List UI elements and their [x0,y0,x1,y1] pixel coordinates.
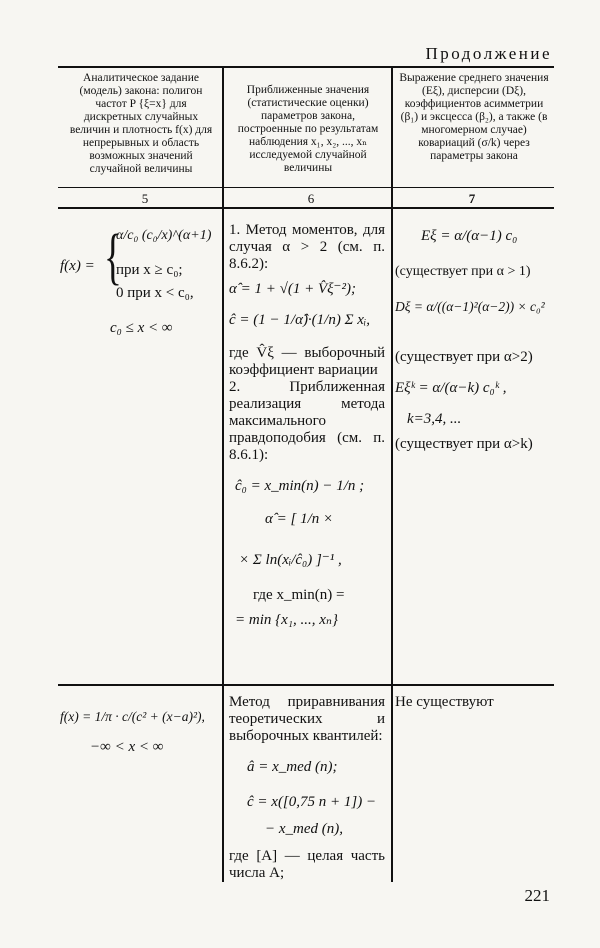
page-number: 221 [524,886,550,905]
c-moment-estimate: ĉ = (1 − 1/α̂)·(1/n) Σ xᵢ, [229,312,371,328]
k-values: k=3,4, ... [407,411,462,427]
pareto-moments-cell [395,228,551,453]
alpha-moment-estimate: α̂ = 1 + √(1 + V̂ξ⁻²); [229,281,356,297]
xmin-note: где x_min(n) = [253,587,345,603]
xmin-definition: = min {x₁, ..., xₙ} [235,612,338,628]
pareto-domain: c₀ ≤ x < ∞ [110,320,173,336]
column-divider-1 [222,66,224,882]
column-number-5: 5 [141,191,149,206]
a-estimate: â = x_med (n); [247,759,338,775]
variance-existence: (существует при α>2) [395,349,533,365]
moments-method-title: 1. Метод моментов, для случая α > 2 (см. п. 8.6.2): [229,222,385,272]
max-likelihood-title: 2. Приближенная реализация метода максимального правдоподобия (см. п. 8.6.1): [229,379,385,463]
column-header-7: Выражение среднего значения (Eξ), дисперсии (Dξ), коэффициентов асимметрии (β₁) и эксцесса (β₂), а также (в многомерном случае) ковариаций (σ/k) через параметры закона [399,72,549,162]
pareto-case1-formula: α/c₀ (c₀/x)^(α+1) [116,228,212,243]
cauchy-moments-cell: Не существуют [395,694,494,710]
pareto-case2: 0 при x < c₀, [116,285,194,301]
alpha-ml-estimate-part1: α̂ = [ 1/n × [265,511,334,527]
pareto-lhs: f(x) = [60,258,95,274]
c-estimate-part2: − x_med (n), [265,821,344,837]
mean-existence: (существует при α > 1) [395,264,531,279]
cauchy-density-formula: f(x) = 1/π · c/(c² + (x−a)²), [60,709,205,724]
c0-ml-estimate: ĉ₀ = x_min(n) − 1/n ; [235,478,365,494]
cauchy-estimators-cell [229,694,385,882]
kth-moment-formula: Eξᵏ = α/(α−k) c₀ᵏ , [395,380,507,396]
alpha-ml-estimate-part2: × Σ ln(xᵢ/ĉ₀) ]⁻¹ , [239,552,342,568]
column-header-6: Приближенные значения (статистические оценки) параметров закона, построенные по результатам наблюдения x₁, x₂, ..., xₙ исследуемой случайной величины [237,84,379,174]
mean-formula: Eξ = α/(α−1) c₀ [421,228,518,244]
quantile-method-title: Метод приравнивания теоретических и выборочных квантилей: [229,694,385,744]
variance-formula: Dξ = α/((α−1)²(α−2)) × c₀² [395,299,545,314]
column-header-5: Аналитическое задание (модель) закона: полигон частот P {ξ=x} для дискретных случайных величин и плотность f(x) для непрерывных и область возможных значений случайной величины [69,72,213,175]
pareto-estimators-cell [229,222,385,629]
column-number-6: 6 [307,191,315,206]
kth-moment-existence: (существует при α>k) [395,436,533,452]
column-number-7: 7 [468,191,476,206]
left-brace-symbol: { [103,223,122,291]
row-divider-rule [58,684,554,686]
sample-variation-note: где V̂ξ — выборочный коэффициент вариации [229,345,385,378]
integer-part-note: где [A] — целая часть числа A; [229,848,385,881]
header-bottom-rule [58,187,554,188]
continuation-header: Продолжение [425,44,552,63]
cauchy-density-cell [60,700,220,756]
table-top-rule [58,66,554,68]
pareto-case1-condition: при x ≥ c₀; [116,262,183,278]
c-estimate-part1: ĉ = x([0,75 n + 1]) − [247,794,377,810]
numbers-bottom-rule [58,207,554,209]
column-divider-2 [391,66,393,882]
cauchy-domain: −∞ < x < ∞ [90,739,164,755]
